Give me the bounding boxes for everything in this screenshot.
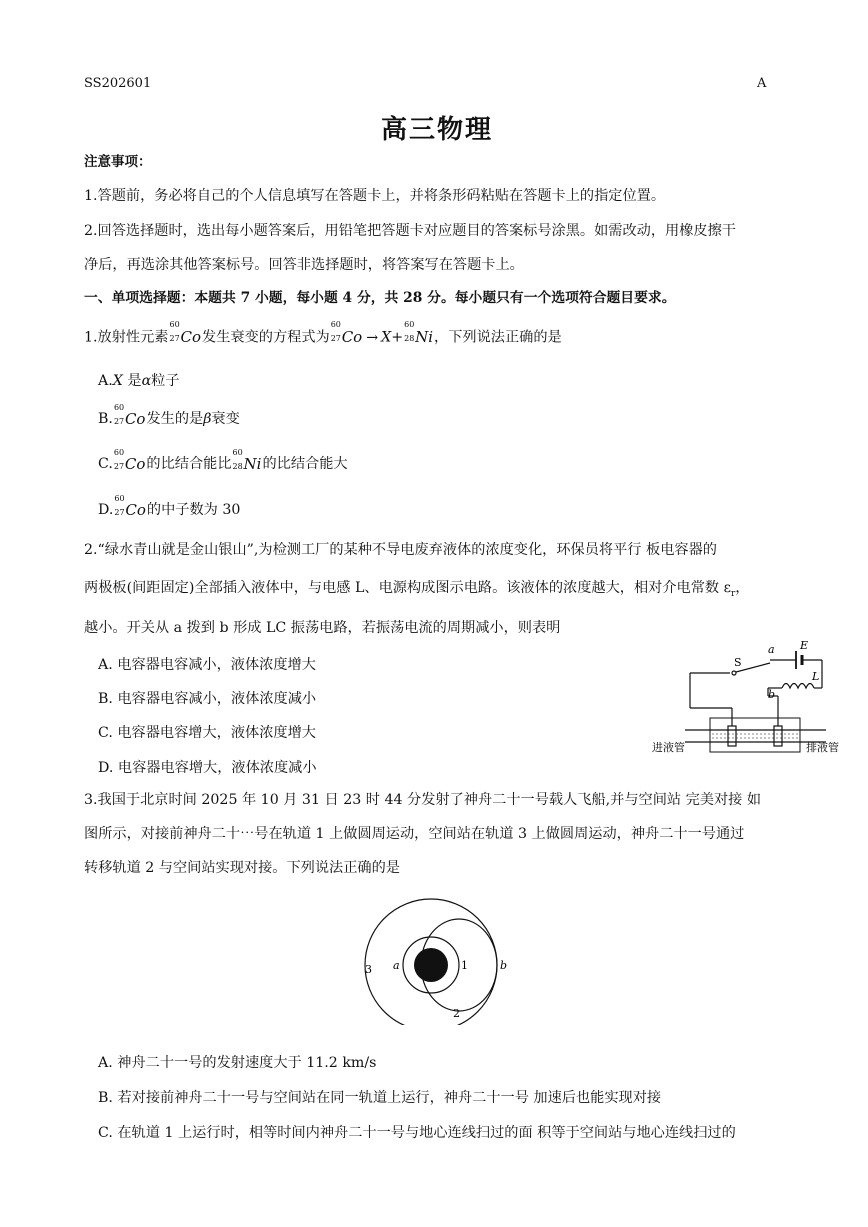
point-b-label: b bbox=[500, 959, 508, 972]
arrow-symbol: → bbox=[366, 329, 379, 346]
q1-option-a[interactable] bbox=[98, 370, 180, 390]
contact-b-label: b bbox=[768, 688, 776, 701]
inlet-pipe-label: 进液管 bbox=[652, 741, 685, 754]
q2-option-c[interactable]: C. 电容器电容增大，液体浓度增大 bbox=[98, 725, 316, 741]
orbit-3-label: 3 bbox=[365, 963, 372, 976]
battery-label: E bbox=[800, 639, 809, 652]
point-a-label: a bbox=[393, 959, 400, 972]
orbit-diagram bbox=[355, 895, 515, 1025]
tank-outline bbox=[710, 718, 800, 752]
section-heading: 一、单项选择题：本题共 7 小题，每小题 4 分，共 28 分。每小题只有一个选项符合题目要求。 bbox=[84, 290, 676, 306]
capacitor-plate-right bbox=[774, 726, 782, 746]
option-text-end: 的比结合能大 bbox=[262, 456, 348, 472]
option-label: C. bbox=[98, 456, 113, 472]
q2-option-a[interactable]: A. 电容器电容减小，液体浓度增大 bbox=[98, 657, 316, 673]
co-isotope-eq: 60 27 Co bbox=[330, 320, 363, 346]
beta-symbol: β bbox=[203, 411, 212, 427]
earth bbox=[414, 948, 448, 982]
orbit-1-label: 1 bbox=[461, 959, 468, 972]
capacitor-plate-left bbox=[728, 726, 736, 746]
option-label: D. bbox=[98, 502, 114, 518]
epsilon-subscript: r bbox=[730, 588, 736, 599]
co-isotope: 60 27 Co bbox=[113, 403, 146, 428]
q1-option-b[interactable] bbox=[98, 403, 240, 428]
q2-line2-text: 两极板(间距固定)全部插入液体中，与电感 L、电源构成图示电路。该液体的浓度越大，相对介电常数 ε bbox=[84, 580, 731, 596]
option-text-end: 粒子 bbox=[151, 373, 180, 389]
notice-item-2-line-1: 2.回答选择题时，选出每小题答案后，用铅笔把答题卡对应题目的答案标号涂黑。如需改动，用橡皮擦干 bbox=[84, 223, 736, 239]
plus-symbol: + bbox=[391, 329, 404, 346]
q1-option-c[interactable] bbox=[98, 448, 348, 473]
q1-stem bbox=[84, 320, 562, 348]
x-symbol: X bbox=[112, 373, 123, 389]
notice-heading: 注意事项： bbox=[84, 154, 152, 170]
option-text: 是 bbox=[122, 373, 142, 389]
outlet-pipe-label: 排液管 bbox=[806, 741, 839, 754]
paper-code: SS202601 bbox=[84, 76, 152, 91]
q1-stem-prefix: 1.放射性元素 bbox=[84, 329, 169, 346]
q1-option-d[interactable] bbox=[98, 494, 241, 519]
inductor-coil bbox=[782, 684, 814, 689]
q1-stem-mid: 发生衰变的方程式为 bbox=[202, 329, 330, 346]
q3-option-a[interactable]: A. 神舟二十一号的发射速度大于 11.2 km/s bbox=[98, 1055, 377, 1071]
inductor-label: L bbox=[812, 670, 820, 683]
ni-isotope: 60 28 Ni bbox=[404, 320, 434, 346]
ni-isotope: 60 28 Ni bbox=[232, 448, 262, 473]
orbit-2-label: 2 bbox=[453, 1007, 460, 1020]
co-isotope: 60 27 Co bbox=[169, 320, 201, 346]
q3-stem-line-1: 3.我国于北京时间 2025 年 10 月 31 日 23 时 44 分发射了神舟二十一号载人飞船,并与空间站 完美对接 如 bbox=[84, 792, 762, 808]
notice-item-2-line-2: 净后，再选涂其他答案标号。回答非选择题时，将答案写在答题卡上。 bbox=[84, 257, 524, 273]
option-text: 发生的是 bbox=[146, 411, 204, 427]
switch-label: S bbox=[734, 656, 742, 669]
alpha-symbol: α bbox=[141, 373, 152, 389]
option-text: 的比结合能比 bbox=[146, 456, 232, 472]
q2-option-b[interactable]: B. 电容器电容减小，液体浓度减小 bbox=[98, 691, 317, 707]
q2-option-d[interactable]: D. 电容器电容增大，液体浓度减小 bbox=[98, 760, 317, 776]
lc-circuit-diagram bbox=[650, 638, 855, 758]
q2-line2-end: ， bbox=[735, 580, 750, 596]
x-symbol: X bbox=[381, 329, 392, 346]
option-text: 的中子数为 30 bbox=[146, 502, 241, 518]
paper-version: A bbox=[757, 76, 767, 91]
q1-stem-suffix: ，下列说法正确的是 bbox=[434, 329, 562, 346]
q3-stem-line-3: 转移轨道 2 与空间站实现对接。下列说法正确的是 bbox=[84, 860, 400, 876]
switch-pivot bbox=[732, 671, 736, 675]
co-isotope: 60 27 Co bbox=[113, 448, 146, 473]
q3-stem-line-2: 图所示，对接前神舟二十⋯号在轨道 1 上做圆周运动，空间站在轨道 3 上做圆周运动，神舟二十一号通过 bbox=[84, 826, 745, 842]
option-label: A. bbox=[98, 373, 113, 389]
option-label: B. bbox=[98, 411, 113, 427]
contact-a-label: a bbox=[768, 643, 775, 656]
co-isotope: 60 27 Co bbox=[114, 494, 146, 519]
option-text-end: 衰变 bbox=[211, 411, 240, 427]
page-title: 高三物理 bbox=[381, 115, 494, 145]
q2-stem-line-2 bbox=[84, 578, 749, 604]
q3-option-c[interactable]: C. 在轨道 1 上运行时，相等时间内神舟二十一号与地心连线扫过的面 积等于空间站与地心连线扫过的 bbox=[98, 1125, 736, 1141]
notice-item-1: 1.答题前，务必将自己的个人信息填写在答题卡上，并将条形码粘贴在答题卡上的指定位置。 bbox=[84, 188, 666, 204]
q2-stem-line-3: 越小。开关从 a 拨到 b 形成 LC 振荡电路，若振荡电流的周期减小，则表明 bbox=[84, 620, 561, 636]
q2-stem-line-1: 2.“绿水青山就是金山银山”,为检测工厂的某种不导电废弃液体的浓度变化，环保员将平行 板电容器的 bbox=[84, 542, 717, 558]
q3-option-b[interactable]: B. 若对接前神舟二十一号与空间站在同一轨道上运行，神舟二十一号 加速后也能实现对接 bbox=[98, 1090, 662, 1106]
